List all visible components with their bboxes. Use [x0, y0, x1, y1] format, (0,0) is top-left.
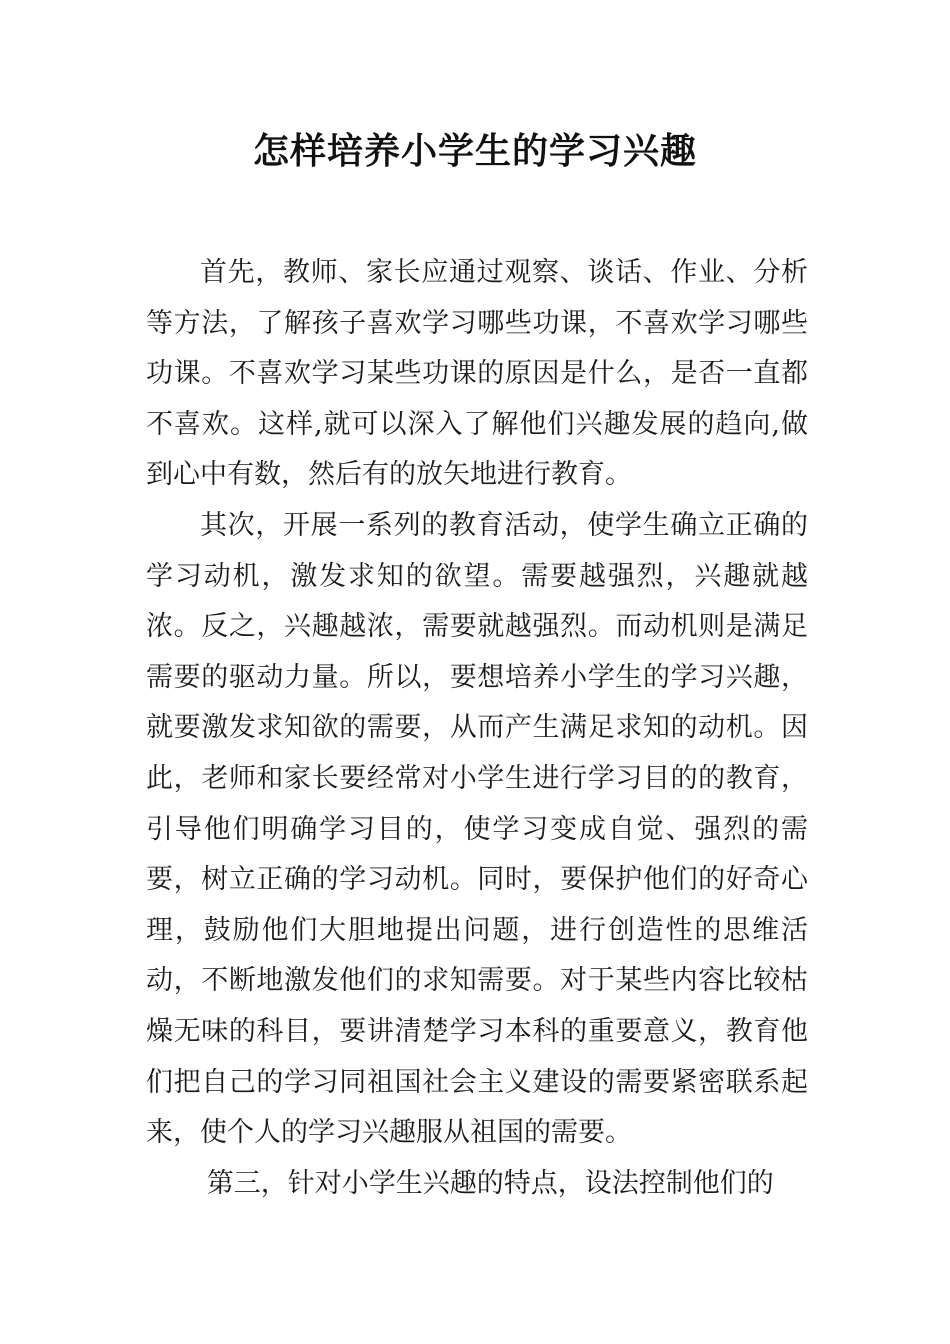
document-title: 怎样培养小学生的学习兴趣 — [252, 130, 697, 172]
paragraph-2: 其次，开展一系列的教育活动，使学生确立正确的学习动机，激发求知的欲望。需要越强烈，兴趣就越浓。反之，兴趣越浓，需要就越强烈。而动机则是满足需要的驱动力量。所以，要想培养小学生的学习兴趣，就要激发求知欲的需要，从而产生满足求知的动机。因此，老师和家长要经常对小学生进行学习目的的教育，引导他们明确学习目的，使学习变成自觉、强烈的需要，树立正确的学习动机。同时，要保护他们的好奇心理，鼓励他们大胆地提出问题，进行创造性的思维活动，不断地激发他们的求知需要。对于某些内容比较枯燥无味的科目，要讲清楚学习本科的重要意义，教育他们把自己的学习同祖国社会主义建设的需要紧密联系起来，使个人的学习兴趣服从祖国的需要。 — [146, 509, 808, 1149]
document-body — [146, 248, 808, 1209]
paragraph-3: 第三，针对小学生兴趣的特点，设法控制他们的 — [206, 1167, 774, 1199]
paragraph-1: 首先，教师、家长应通过观察、谈话、作业、分析等方法，了解孩子喜欢学习哪些功课，不喜欢学习哪些功课。不喜欢学习某些功课的原因是什么，是否一直都不喜欢。这样,就可以深入了解他们兴趣发展的趋向,做到心中有数，然后有的放矢地进行教育。 — [146, 257, 808, 491]
